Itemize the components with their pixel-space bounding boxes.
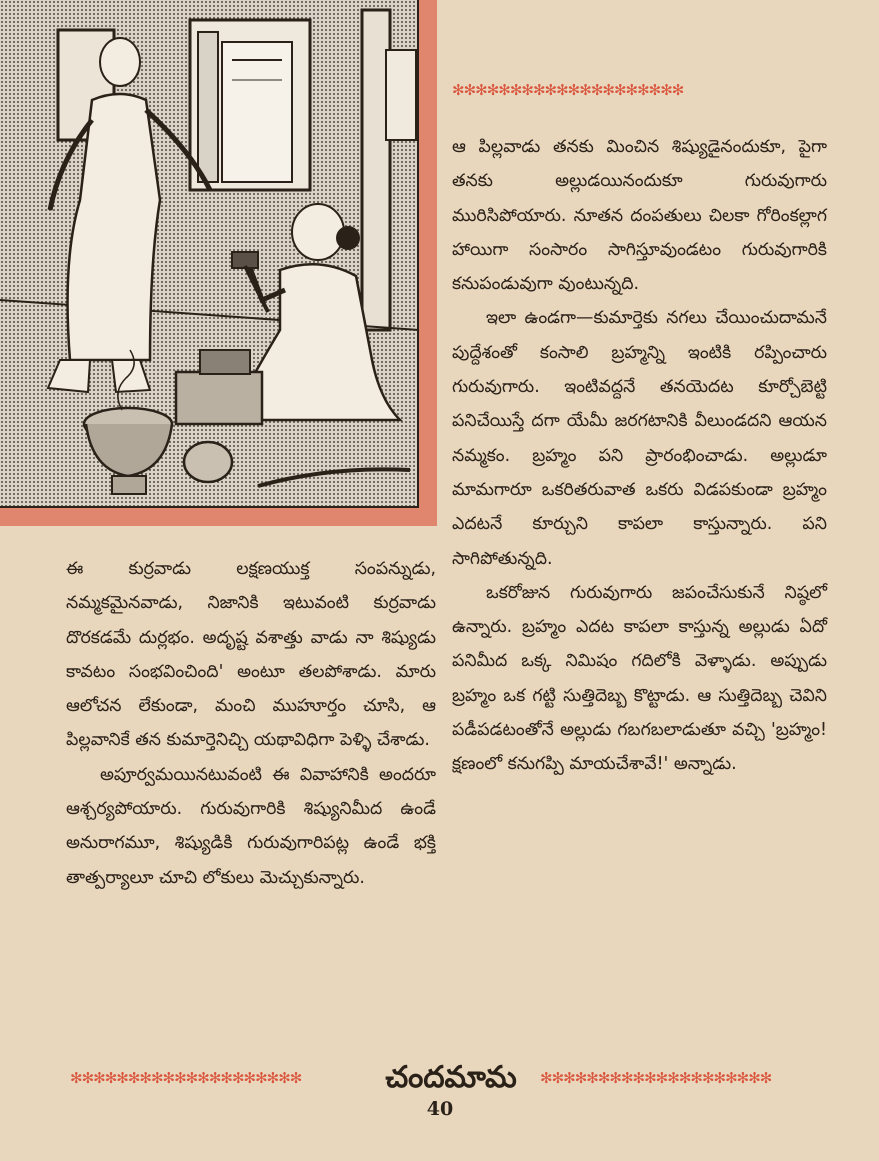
right-text-column xyxy=(452,130,827,782)
illustration-drawing xyxy=(0,0,419,508)
illustration-frame xyxy=(0,0,437,526)
paragraph: ఒకరోజున గురువుగారు జపంచేసుకునే నిష్ఠలో ఉన్నారు. బ్రహ్మం ఎదట కాపలా కాస్తున్న అల్లుడు ఏదో పనిమీద ఒక్క నిమిషం గదిలోకి వెళ్ళాడు. అప్పుడు బ్రహ్మం ఒక గట్టి సుత్తిదెబ్బ కొట్టాడు. ఆ సుత్తిదెబ్బ చెవిని పడీపడటంతోనే అల్లుడు గబగబలాడుతూ వచ్చి 'బ్రహ్మం! క్షణంలో కనుగప్పి మాయచేశావే!' అన్నాడు. xyxy=(452,582,827,775)
footer-right-ornament: ✻✻✻✻✻✻✻✻✻✻✻✻✻✻✻✻✻✻✻✻ xyxy=(540,1069,772,1087)
paragraph: అపూర్వమయినటువంటి ఈ వివాహానికి అందరూ ఆశ్చర్యపోయారు. గురువుగారికి శిష్యునిమీద ఉండే అనురాగమూ, శిష్యుడికి గురువుగారిపట్ల ఉండే భక్తి తాత్పర్యాలూ చూచి లోకులు మెచ్చుకున్నారు. xyxy=(66,764,436,888)
paragraph: ఇలా ఉండగా—కుమార్తెకు నగలు చేయించుదామనే పుద్దేశంతో కంసాలి బ్రహ్మన్ని ఇంటికి రప్పించారు గురువుగారు. ఇంటివద్దనే తనయెదట కూర్చోబెట్టి పనిచేయిస్తే దగా యేమీ జరగటానికి వీలుండదని ఆయన నమ్మకం. బ్రహ్మం పని ప్రారంభించాడు. అల్లుడూ మామగారూ ఒకరితరువాత ఒకరు విడపకుండా బ్రహ్మం ఎదటనే కూర్చుని కాపలా కాస్తున్నారు. పని సాగిపోతున్నది. xyxy=(452,308,827,569)
top-right-border-ornament: ✻✻✻✻✻✻✻✻✻✻✻✻✻✻✻✻✻✻✻✻ xyxy=(452,81,684,99)
left-text-column xyxy=(66,552,436,895)
magazine-title: చందమామ xyxy=(385,1060,517,1095)
paragraph: ఆ పిల్లవాడు తనకు మించిన శిష్యుడైనందుకూ, పైగా తనకు అల్లుడయినందుకూ గురువుగారు మురిసిపోయారు. నూతన దంపతులు చిలకా గోరింకల్లాగ హాయిగా సంసారం సాగిస్తూవుండటం గురువుగారికి కనుపండువుగా వుంటున్నది. xyxy=(452,137,827,295)
page-number: 40 xyxy=(426,1098,454,1120)
story-illustration xyxy=(0,0,419,508)
footer-left-ornament: ✻✻✻✻✻✻✻✻✻✻✻✻✻✻✻✻✻✻✻✻ xyxy=(70,1069,302,1087)
paragraph: ఈ కుర్రవాడు లక్షణయుక్త సంపన్నుడు, నమ్మకమైనవాడు, నిజానికి ఇటువంటి కుర్రవాడు దొరకడమే దుర్లభం. అదృష్ట వశాత్తు వాడు నా శిష్యుడు కావటం సంభవించింది' అంటూ తలపోశాడు. మారు ఆలోచన లేకుండా, మంచి ముహూర్తం చూసి, ఆ పిల్లవానికే తన కుమార్తెనిచ్చి యథావిధిగా పెళ్ళి చేశాడు. xyxy=(66,559,436,751)
